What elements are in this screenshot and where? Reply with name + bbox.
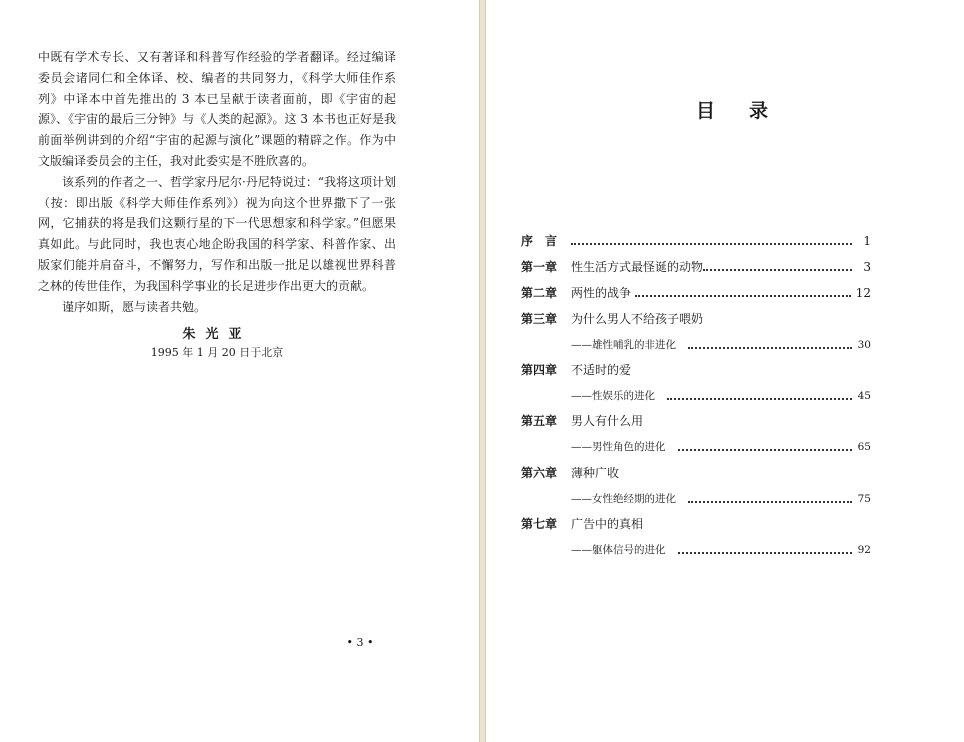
toc-subtitle: ——女性绝经期的进化	[571, 493, 676, 505]
dot-leader	[571, 243, 852, 245]
toc-page: 92	[857, 544, 871, 556]
toc-title-text: 不适时的爱	[571, 363, 632, 377]
toc-page: 75	[857, 493, 871, 505]
toc-subentry-chapter-5[interactable]	[571, 438, 871, 456]
toc-entry-chapter-2[interactable]	[521, 284, 871, 302]
dot-leader	[678, 552, 853, 554]
toc-label: 第七章	[521, 517, 558, 531]
toc-subtitle: ——男性角色的进化	[571, 441, 666, 453]
right-page	[486, 0, 964, 742]
toc-subentry-chapter-6[interactable]	[571, 490, 871, 508]
dot-leader	[667, 398, 852, 400]
toc-entry-chapter-3[interactable]	[521, 310, 871, 328]
toc-label: 第四章	[521, 363, 558, 377]
toc-page: 30	[857, 339, 871, 351]
dot-leader	[635, 295, 851, 297]
toc-title: 目录	[695, 100, 802, 122]
toc-entry-preface[interactable]	[521, 232, 871, 250]
page-number: • 3 •	[346, 636, 374, 649]
dot-leader	[688, 347, 852, 349]
toc-subentry-chapter-4[interactable]	[571, 387, 871, 405]
toc-title-text: 广告中的真相	[571, 517, 644, 531]
preface-paragraph: 谨序如斯，愿与读者共勉。	[62, 299, 207, 314]
toc-subtitle: ——雄性哺乳的非进化	[571, 339, 676, 351]
toc-page: 12	[855, 286, 871, 300]
preface-paragraph: 中既有学术专长、又有著译和科普写作经验的学者翻译。经过编译委员会诸同仁和全体译、校、编者的共同努力，《科学大师佳作系列》中译本中首先推出的 3 本已呈献于读者面前，即《宇宙的起源》、《宇宙的最后三分钟》与《人类的起源》。这 3 本书也正好是我前面举例讲到的介绍“宇宙的起源与演化”课题的精辟之作。作为中文版编译委员会的主任，我对此委实是不胜欣喜的。	[38, 50, 396, 168]
book-gutter	[479, 0, 486, 742]
toc-page: 65	[857, 441, 871, 453]
toc-subentry-chapter-7[interactable]	[571, 541, 871, 559]
toc-entry-chapter-6[interactable]	[521, 464, 871, 482]
dot-leader	[678, 449, 853, 451]
dot-leader	[688, 501, 852, 503]
toc-entry-chapter-4[interactable]	[521, 361, 871, 379]
toc-title-text: 薄种广收	[571, 466, 620, 480]
toc-label: 第五章	[521, 414, 558, 428]
toc-label: 第一章	[521, 260, 558, 274]
toc-page: 45	[857, 390, 871, 402]
preface-paragraph: 该系列的作者之一、哲学家丹尼尔·丹尼特说过：“我将这项计划（按：即出版《科学大师佳作系列》）视为向这个世界撒下了一张网，它捕获的将是我们这颗行星的下一代思想家和科学家。”但愿果真如此。与此同时，我也衷心地企盼我国的科学家、科普作家、出版家们能并肩奋斗，不懈努力，写作和出版一批足以雄视世界科普之林的传世佳作，为我国科学事业的长足进步作出更大的贡献。	[38, 174, 396, 293]
signature-date: 1995 年 1 月 20 日于北京	[150, 346, 284, 359]
toc-title-text: 两性的战争	[571, 286, 632, 300]
toc-entry-chapter-1[interactable]	[521, 258, 871, 276]
toc-subtitle: ——躯体信号的进化	[571, 544, 666, 556]
toc-title-text: 为什么男人不给孩子喂奶	[571, 312, 704, 326]
toc-label: 第三章	[521, 312, 558, 326]
toc-page: 3	[863, 260, 871, 274]
toc-label: 序 言	[521, 234, 558, 248]
dot-leader	[703, 269, 852, 271]
toc-label: 第二章	[521, 286, 558, 300]
toc-title-text: 性生活方式最怪诞的动物	[571, 260, 704, 274]
author-signature: 朱光亚	[182, 327, 252, 342]
toc-page: 1	[863, 234, 871, 248]
toc-entry-chapter-7[interactable]	[521, 515, 871, 533]
toc-entry-chapter-5[interactable]	[521, 412, 871, 430]
preface-body	[38, 47, 396, 317]
toc-title-text: 男人有什么用	[571, 414, 644, 428]
toc-subentry-chapter-3[interactable]	[571, 336, 871, 354]
toc-subtitle: ——性娱乐的进化	[571, 390, 655, 402]
left-page	[0, 0, 479, 742]
toc-label: 第六章	[521, 466, 558, 480]
